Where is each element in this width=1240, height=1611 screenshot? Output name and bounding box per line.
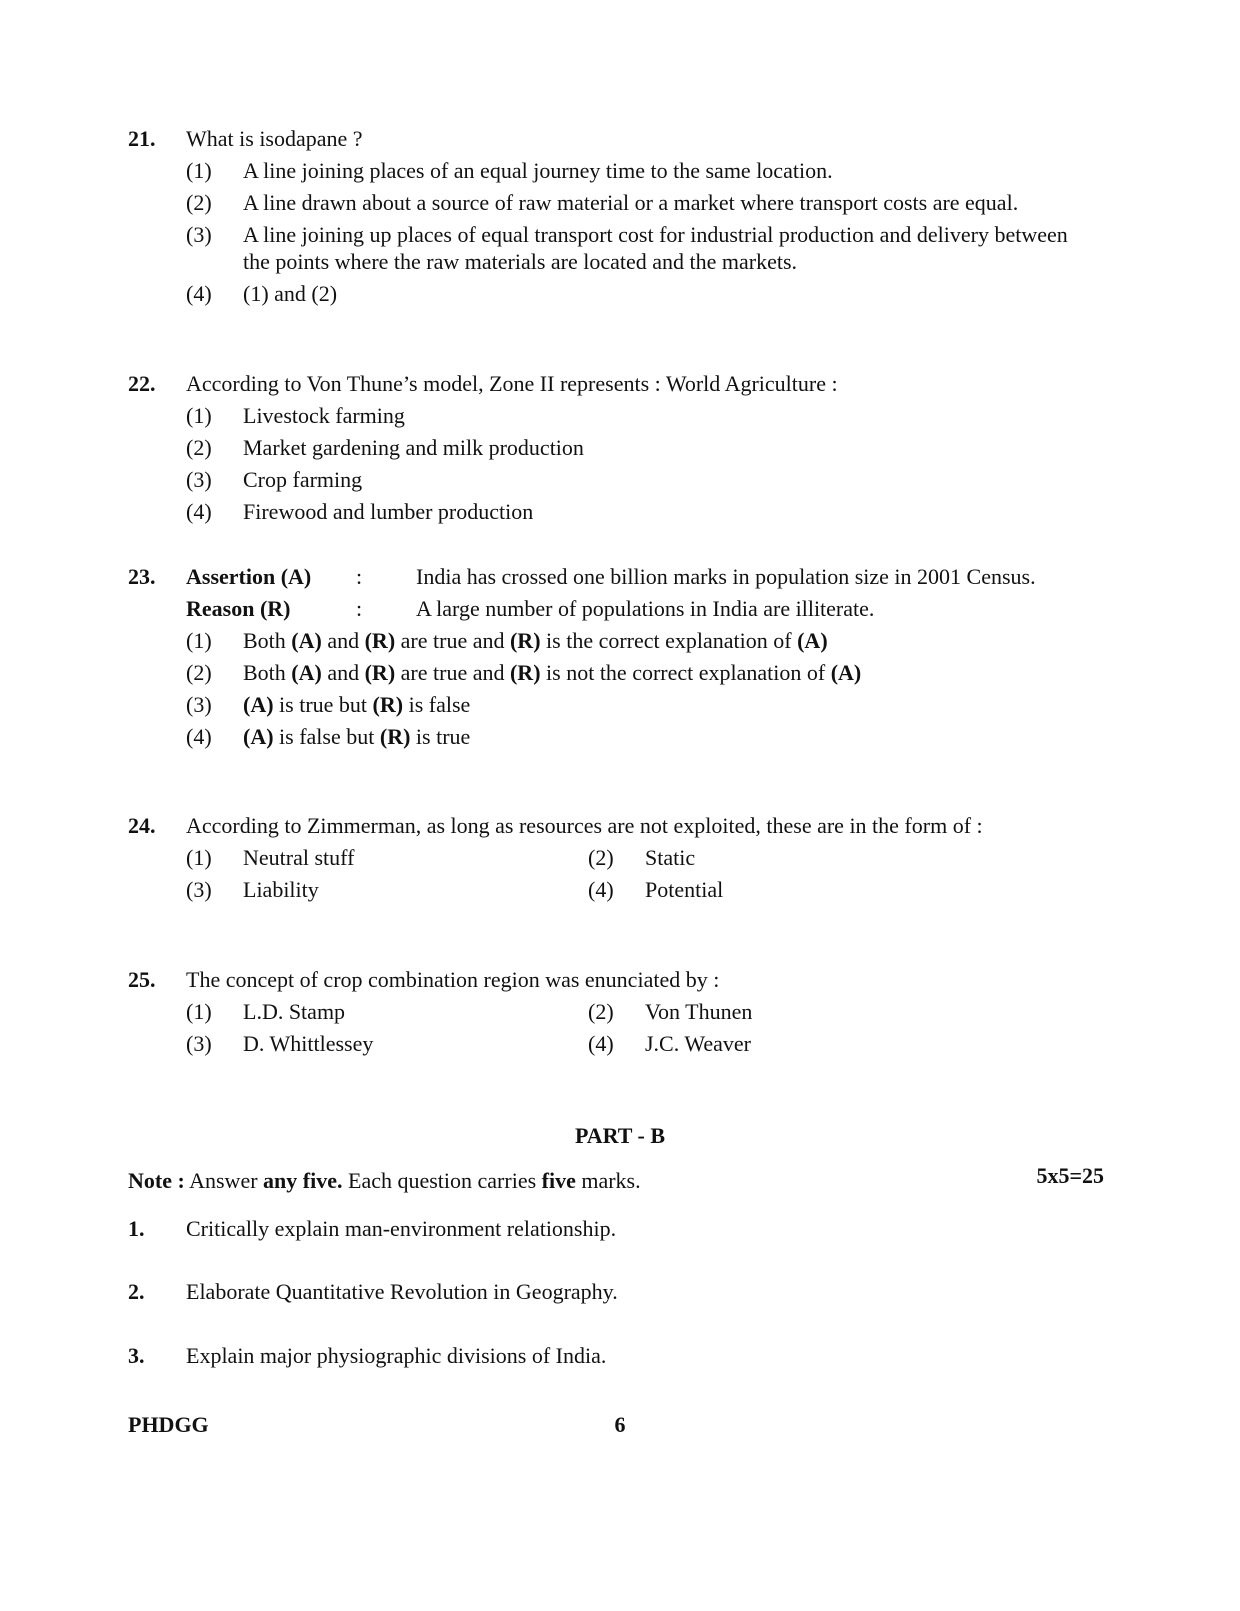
note-emphasis: five <box>541 1168 576 1193</box>
partb-question-3 <box>128 1342 1068 1369</box>
option-text: Neutral stuff <box>243 845 355 870</box>
section-title: PART - B <box>574 1123 666 1148</box>
option-number: (4) <box>186 281 212 306</box>
option <box>186 498 1068 525</box>
page-number: 6 <box>614 1412 626 1437</box>
option <box>186 998 345 1025</box>
option-number: (2) <box>186 435 212 460</box>
option-number: (1) <box>186 158 212 183</box>
question-number: 23. <box>128 564 156 589</box>
option-row <box>186 1030 1068 1057</box>
option-text: Von Thunen <box>645 999 753 1024</box>
assertion-label: Assertion (A) <box>186 564 312 589</box>
question-number: 24. <box>128 813 156 838</box>
option-text: A line drawn about a source of raw material or a market where transport costs are equal. <box>243 190 1019 215</box>
question-text: What is isodapane ? <box>186 126 363 151</box>
note-text: Answer <box>189 1168 258 1193</box>
option-text: D. Whittlessey <box>243 1031 374 1056</box>
instructions-note <box>128 1168 641 1194</box>
option-number: (3) <box>186 877 212 902</box>
question-number: 21. <box>128 126 156 151</box>
question-23 <box>128 563 1068 750</box>
reason-text: A large number of populations in India are illiterate. <box>416 596 875 621</box>
paper-code: PHDGG <box>128 1412 209 1437</box>
option <box>186 691 1068 718</box>
question-21 <box>128 125 1068 307</box>
option-number: (1) <box>186 999 212 1024</box>
option-number: (4) <box>588 877 614 902</box>
option-text: (A) is false but (R) is true <box>243 724 471 749</box>
option-number: (1) <box>186 628 212 653</box>
question-22 <box>128 370 1068 525</box>
assertion-text: India has crossed one billion marks in population size in 2001 Census. <box>416 564 1036 589</box>
option <box>186 466 1068 493</box>
option-text: Potential <box>645 877 724 902</box>
option-text: A line joining places of an equal journey time to the same location. <box>243 158 833 183</box>
option-number: (1) <box>186 403 212 428</box>
option-number: (1) <box>186 845 212 870</box>
question-number: 25. <box>128 967 156 992</box>
question-text: Explain major physiographic divisions of India. <box>186 1343 607 1368</box>
assertion-row <box>186 563 1068 590</box>
option-text: Liability <box>243 877 319 902</box>
option-text: Market gardening and milk production <box>243 435 584 460</box>
question-text: According to Von Thune’s model, Zone II represents : World Agriculture : <box>186 371 838 396</box>
partb-question-2 <box>128 1278 1068 1305</box>
option <box>186 1030 373 1057</box>
option <box>186 221 1068 275</box>
option-number: (3) <box>186 222 212 247</box>
option-number: (2) <box>186 190 212 215</box>
question-number: 22. <box>128 371 156 396</box>
option-number: (4) <box>186 724 212 749</box>
reason-row <box>186 595 1068 622</box>
option-number: (4) <box>186 499 212 524</box>
question-25 <box>128 966 1068 1057</box>
note-text: Each question carries <box>348 1168 537 1193</box>
note-text: marks. <box>581 1168 641 1193</box>
option <box>186 402 1068 429</box>
option-text: (A) is true but (R) is false <box>243 692 471 717</box>
option <box>588 844 695 871</box>
option-text: Static <box>645 845 696 870</box>
option <box>588 876 723 903</box>
option-number: (3) <box>186 467 212 492</box>
option-text: Crop farming <box>243 467 363 492</box>
option-number: (3) <box>186 1031 212 1056</box>
option-text: Both (A) and (R) are true and (R) is the correct explanation of (A) <box>243 628 828 653</box>
option-text: Firewood and lumber production <box>243 499 534 524</box>
reason-label: Reason (R) <box>186 596 291 621</box>
question-text: Elaborate Quantitative Revolution in Geography. <box>186 1279 618 1304</box>
option <box>186 723 1068 750</box>
option-text: Both (A) and (R) are true and (R) is not the correct explanation of (A) <box>243 660 862 685</box>
option <box>588 998 752 1025</box>
option <box>186 280 1068 307</box>
option-number: (4) <box>588 1031 614 1056</box>
option <box>186 844 354 871</box>
question-number: 2. <box>128 1279 145 1304</box>
option <box>186 627 1068 654</box>
option <box>186 876 319 903</box>
option-text: L.D. Stamp <box>243 999 346 1024</box>
option-number: (2) <box>186 660 212 685</box>
option-text: (1) and (2) <box>243 281 338 306</box>
option <box>186 434 1068 461</box>
question-text: According to Zimmerman, as long as resources are not exploited, these are in the form of : <box>186 813 983 838</box>
marks-total: 5x5=25 <box>1036 1163 1104 1188</box>
option-row <box>186 998 1068 1025</box>
note-emphasis: any five. <box>263 1168 343 1193</box>
question-24 <box>128 812 1068 903</box>
option-row <box>186 844 1068 871</box>
question-text: Critically explain man-environment relationship. <box>186 1216 617 1241</box>
question-text: The concept of crop combination region was enunciated by : <box>186 967 720 992</box>
option-text: A line joining up places of equal transport cost for industrial production and delivery between the points where the raw materials are located and the markets. <box>243 222 1068 274</box>
option-text: J.C. Weaver <box>645 1031 751 1056</box>
option <box>186 157 1068 184</box>
option-number: (2) <box>588 999 614 1024</box>
option <box>186 189 1068 216</box>
partb-question-1 <box>128 1215 1068 1242</box>
question-number: 1. <box>128 1216 145 1241</box>
reason-colon: : <box>356 596 363 621</box>
option-row <box>186 876 1068 903</box>
note-label: Note : <box>128 1168 185 1193</box>
question-number: 3. <box>128 1343 145 1368</box>
option <box>186 659 1068 686</box>
option-number: (2) <box>588 845 614 870</box>
option-number: (3) <box>186 692 212 717</box>
option <box>588 1030 751 1057</box>
assertion-colon: : <box>356 564 363 589</box>
option-text: Livestock farming <box>243 403 405 428</box>
